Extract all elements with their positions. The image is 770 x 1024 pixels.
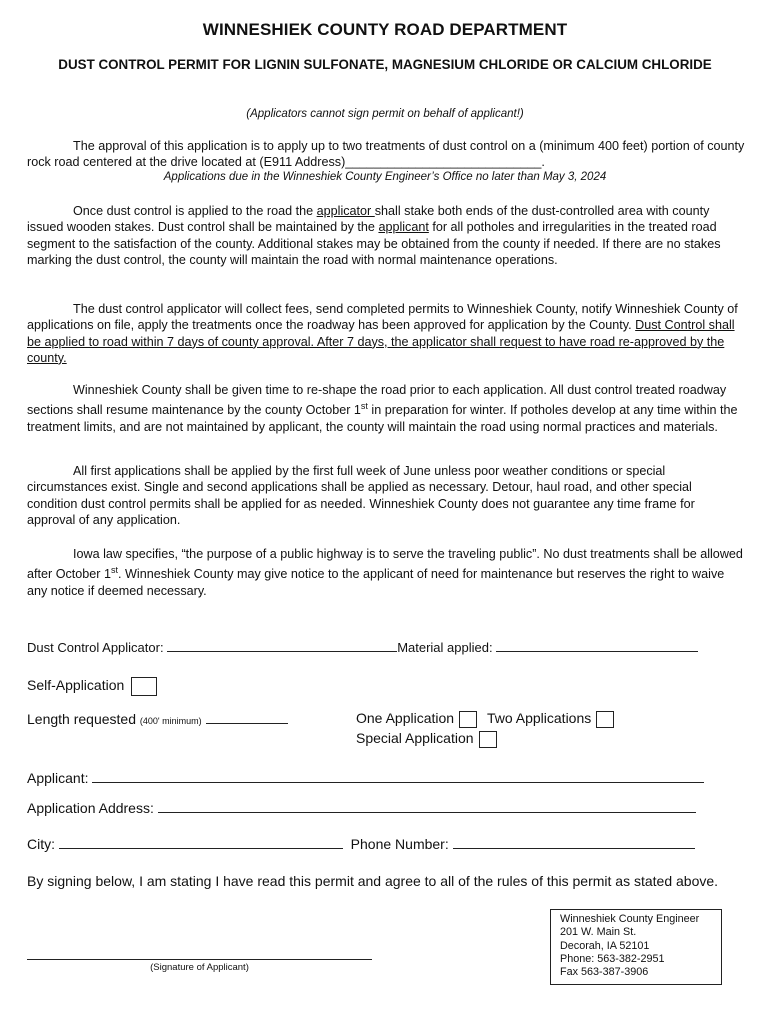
address-row xyxy=(27,800,696,816)
permit-subtitle: DUST CONTROL PERMIT FOR LIGNIN SULFONATE, MAGNESIUM CHLORIDE OR CALCIUM CHLORIDE xyxy=(58,57,712,72)
contact-street: 201 W. Main St. xyxy=(560,926,637,939)
material-input[interactable] xyxy=(496,639,698,652)
staking-text-a: Once dust control is applied to the road the xyxy=(73,204,317,218)
two-applications-label: Two Applications xyxy=(486,710,592,726)
page-title: WINNESHIEK COUNTY ROAD DEPARTMENT xyxy=(202,20,568,39)
contact-city: Decorah, IA 52101 xyxy=(560,939,650,952)
signature-line[interactable] xyxy=(27,959,372,960)
first-applications-text: All first applications shall be applied by the first full week of June unless poor weather conditions or special circumstances exist. Single and second applications shall be applied as necessary. Detour, haul road, and other special condition dust control permits shall be applied for as needed. Winneshiek County does not guarantee any time frame for approval of any application. xyxy=(27,464,695,527)
paragraph-first-applications xyxy=(27,463,745,528)
due-date-note: Applications due in the Winneshiek County Engineer’s Office no later than May 3, 2024 xyxy=(163,171,607,183)
e911-address-blank: ____________________________. xyxy=(345,155,545,170)
contact-name: Winneshiek County Engineer xyxy=(560,913,700,925)
applicant-input[interactable] xyxy=(92,770,704,783)
self-application-row xyxy=(27,677,157,696)
signing-statement xyxy=(27,872,737,890)
length-row xyxy=(27,711,288,727)
two-applications-checkbox[interactable] xyxy=(596,711,614,728)
iowa-law-text-a: Iowa law specifies, “the purpose of a public highway is to serve the traveling public”. No dust treatments shall be allowed after October 1 xyxy=(27,547,743,582)
iowa-law-sup: st xyxy=(111,565,119,576)
city-phone-row xyxy=(27,836,695,852)
length-input[interactable] xyxy=(206,711,288,724)
applicator-note: (Applicators cannot sign permit on behalf of applicant!) xyxy=(246,108,524,120)
material-label: Material applied: xyxy=(397,640,497,655)
applicant-label: Applicant: xyxy=(27,770,93,786)
application-count-row xyxy=(356,710,614,728)
address-input[interactable] xyxy=(158,800,696,813)
length-minimum-note: (400' minimum) xyxy=(139,716,202,726)
city-input[interactable] xyxy=(59,836,343,849)
engineer-contact-box xyxy=(550,909,722,985)
one-application-checkbox[interactable] xyxy=(459,711,477,728)
applicator-field-row xyxy=(27,639,698,655)
phone-label: Phone Number: xyxy=(350,836,453,852)
city-label: City: xyxy=(27,836,59,852)
signature-label: (Signature of Applicant) xyxy=(150,962,249,973)
fees-text: The dust control applicator will collect fees, send completed permits to Winneshiek County, notify Winneshiek County of applications on file, apply the treatments once the roadway has been approved for application by the County. xyxy=(27,302,738,333)
reshape-sup: st xyxy=(360,401,368,412)
self-application-checkbox[interactable] xyxy=(131,677,157,696)
staking-applicant-underlined: applicant xyxy=(378,220,429,235)
iowa-law-text-b: . Winneshiek County may give notice to the applicant of need for maintenance but reserves the right to waive any notice if deemed necessary. xyxy=(27,567,725,598)
applicant-row xyxy=(27,770,704,786)
applicator-label: Dust Control Applicator: xyxy=(27,640,168,655)
self-application-label: Self-Application xyxy=(27,677,125,694)
phone-input[interactable] xyxy=(453,836,695,849)
address-label: Application Address: xyxy=(27,800,158,816)
reshape-text-a: Winneshiek County shall be given time to re-shape the road prior to each application. All dust control treated roadway sections shall resume maintenance by the county October 1 xyxy=(27,383,727,418)
paragraph-reshape xyxy=(27,382,745,435)
contact-phone: Phone: 563-382-2951 xyxy=(560,952,665,965)
special-application-label: Special Application xyxy=(356,730,474,746)
paragraph-fees xyxy=(27,301,745,366)
approval-text: The approval of this application is to apply up to two treatments of dust control on a (minimum 400 feet) portion of county rock road centered at the drive located at (E911 Address) xyxy=(27,139,745,170)
length-label: Length requested xyxy=(27,711,136,727)
signing-statement-text: By signing below, I am stating I have read this permit and agree to all of the rules of this permit as stated above. xyxy=(27,873,719,889)
staking-applicator-underlined: applicator xyxy=(316,204,375,218)
one-application-label: One Application xyxy=(356,710,455,726)
special-application-row xyxy=(356,730,497,748)
reshape-text-b: in preparation for winter. If potholes develop at any time within the treatment limits, and are not maintained by applicant, the county will maintain the road using normal practices and materials. xyxy=(27,403,738,434)
staking-text-b: shall stake both ends of the dust-controlled area with county issued wooden stakes. Dust control shall be maintained by the xyxy=(27,204,710,235)
paragraph-iowa-law xyxy=(27,546,745,599)
special-application-checkbox[interactable] xyxy=(479,731,497,748)
paragraph-staking xyxy=(27,203,745,268)
applicator-input[interactable] xyxy=(167,639,397,652)
paragraph-approval xyxy=(27,138,745,171)
staking-text-c: for all potholes and irregularities in the treated road segment to the satisfaction of the county. Additional stakes may be obtained from the county if needed. If there are no stakes marking the dust control, the county will maintain the road with normal maintenance operations. xyxy=(27,220,721,267)
fees-underlined-text: Dust Control shall be applied to road within 7 days of county approval. After 7 days, the applicator shall request to have road re-approved by the county. xyxy=(27,318,735,365)
contact-fax: Fax 563-387-3906 xyxy=(560,966,649,979)
